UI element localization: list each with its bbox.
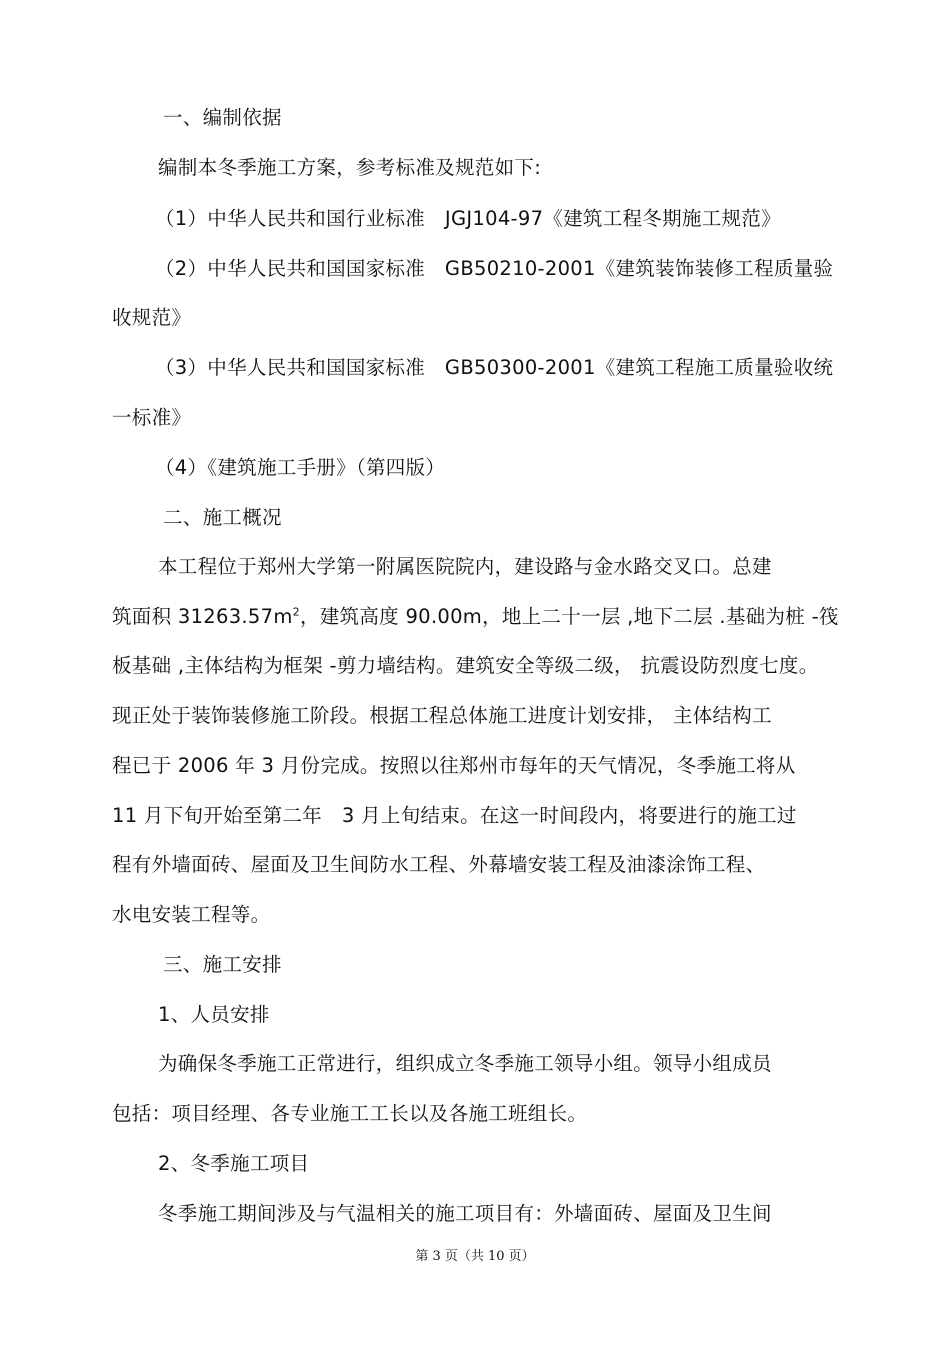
subheading-1: 1、人员安排	[158, 1003, 270, 1026]
heading-2: 二、施工概况	[163, 506, 282, 529]
heading-3: 三、施工安排	[163, 953, 282, 976]
subheading-2: 2、冬季施工项目	[158, 1152, 310, 1175]
paragraph-line: 为确保冬季施工正常进行，组织成立冬季施工领导小组。领导小组成员	[158, 1052, 772, 1075]
paragraph-line: 水电安装工程等。	[112, 903, 271, 926]
paragraph-line: 板基础 ,主体结构为框架 -剪力墙结构。建筑安全等级二级， 抗震设防烈度七度。	[112, 654, 819, 677]
paragraph-line: 包括：项目经理、各专业施工工长以及各施工班组长。	[112, 1102, 588, 1125]
paragraph-line: 程有外墙面砖、屋面及卫生间防水工程、外幕墙安装工程及油漆涂饰工程、	[112, 853, 766, 876]
reference-item-3: （3）中华人民共和国国家标准 GB50300-2001《建筑工程施工质量验收统	[155, 356, 834, 379]
paragraph-line: 程已于 2006 年 3 月份完成。按照以往郑州市每年的天气情况，冬季施工将从	[112, 754, 796, 777]
reference-item-2: （2）中华人民共和国国家标准 GB50210-2001《建筑装饰装修工程质量验	[155, 257, 834, 280]
reference-item-2-cont: 收规范》	[112, 306, 192, 329]
superscript-2: 2	[292, 605, 300, 619]
reference-item-1: （1）中华人民共和国行业标准 JGJ104-97《建筑工程冬期施工规范》	[155, 207, 781, 230]
area-text: 筑面积 31263.57m	[112, 605, 293, 628]
reference-item-4: （4）《建筑施工手册》（第四版）	[155, 456, 446, 479]
paragraph-line: 现正处于装饰装修施工阶段。根据工程总体施工进度计划安排， 主体结构工	[112, 704, 772, 727]
reference-item-3-cont: 一标准》	[112, 406, 192, 429]
paragraph-line	[112, 604, 839, 630]
paragraph-line: 11 月下旬开始至第二年 3 月上旬结束。在这一时间段内，将要进行的施工过	[112, 804, 797, 827]
paragraph-line: 冬季施工期间涉及与气温相关的施工项目有：外墙面砖、屋面及卫生间	[158, 1202, 772, 1225]
area-text-rest: ，建筑高度 90.00m，地上二十一层 ,地下二层 .基础为桩 -筏	[299, 605, 839, 628]
page-number-footer: 第 3 页（共 10 页）	[415, 1249, 535, 1264]
heading-1: 一、编制依据	[163, 106, 282, 129]
paragraph-line: 编制本冬季施工方案，参考标准及规范如下:	[158, 156, 542, 179]
paragraph-line: 本工程位于郑州大学第一附属医院院内，建设路与金水路交叉口。总建	[158, 555, 772, 578]
